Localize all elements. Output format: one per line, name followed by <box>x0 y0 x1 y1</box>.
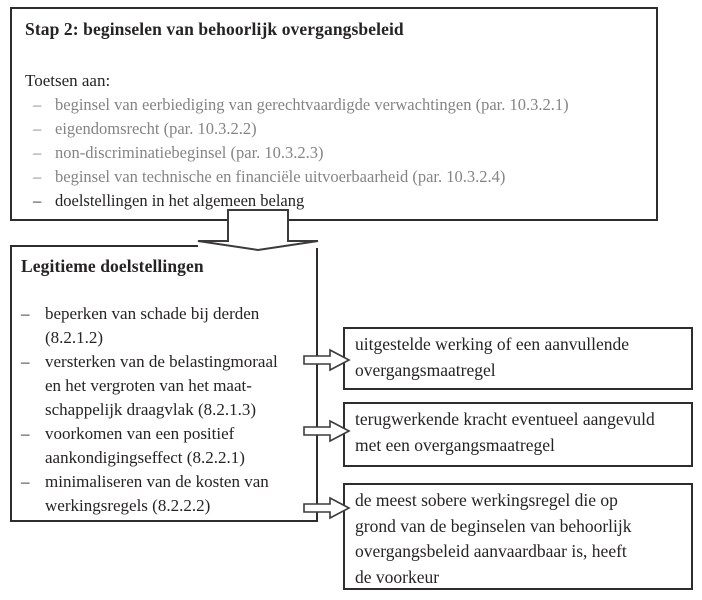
criteria-item-text: beginsel van technische en financiële uitvoerbaarheid (par. 10.3.2.4) <box>55 167 506 186</box>
right-block-arrow-icon <box>303 496 351 520</box>
dash-bullet: – <box>33 191 42 210</box>
list-item <box>21 350 312 422</box>
step2-subtitle: Toetsen aan: <box>25 71 111 90</box>
list-item <box>21 422 312 470</box>
dash-bullet: – <box>33 95 42 114</box>
criteria-item <box>33 93 642 117</box>
criteria-item <box>33 141 642 165</box>
doelstellingen-list <box>21 302 312 518</box>
criteria-item-text: doelstellingen in het algemeen belang <box>55 191 305 210</box>
dash-bullet: – <box>21 472 30 491</box>
legitieme-doelstellingen-box <box>10 245 318 522</box>
dash-bullet: – <box>33 167 42 186</box>
list-item-text: minimaliseren van de kosten van werkingsregels (8.2.2.2) <box>45 472 269 515</box>
dash-bullet: – <box>21 304 30 323</box>
outcome-box-3 <box>343 483 693 590</box>
right-block-arrow-icon <box>303 348 351 372</box>
down-block-arrow-icon <box>190 203 326 255</box>
criteria-item-text: beginsel van eerbiediging van gerechtvaardigde verwachtingen (par. 10.3.2.1) <box>55 95 569 114</box>
list-item-text: beperken van schade bij derden (8.2.1.2) <box>45 304 260 347</box>
criteria-item <box>33 189 642 213</box>
criteria-item <box>33 117 642 141</box>
list-item-text: versterken van de belastingmoraal en het vergroten van het maat- schappelijk draagvlak (8.2.1.3) <box>45 352 278 419</box>
outcome-box-1 <box>343 327 693 390</box>
dash-bullet: – <box>21 352 30 371</box>
outcome-text: terugwerkende kracht eventueel aangevuld met een overgangsmaatregel <box>355 409 655 455</box>
dash-bullet: – <box>33 143 42 162</box>
outcome-box-2 <box>343 402 693 467</box>
list-item <box>21 302 312 350</box>
criteria-item-text: eigendomsrecht (par. 10.3.2.2) <box>55 119 257 138</box>
step2-criteria-list <box>33 93 642 213</box>
criteria-item <box>33 165 642 189</box>
list-item <box>21 470 312 518</box>
legitieme-doelstellingen-title: Legitieme doelstellingen <box>21 256 204 276</box>
list-item-text: voorkomen van een positief aankondigingseffect (8.2.2.1) <box>45 424 245 467</box>
outcome-text: de meest sobere werkingsregel die op grond van de beginselen van behoorlijk overgangsbeleid aanvaardbaar is, heeft de voorkeur <box>355 490 632 587</box>
dash-bullet: – <box>33 119 42 138</box>
dash-bullet: – <box>21 424 30 443</box>
outcome-text: uitgestelde werking of een aanvullende overgangsmaatregel <box>355 334 630 380</box>
criteria-item-text: non-discriminatiebeginsel (par. 10.3.2.3) <box>55 143 324 162</box>
step2-title: Stap 2: beginselen van behoorlijk overgangsbeleid <box>25 19 404 39</box>
right-block-arrow-icon <box>303 419 351 443</box>
step2-box <box>10 7 658 221</box>
